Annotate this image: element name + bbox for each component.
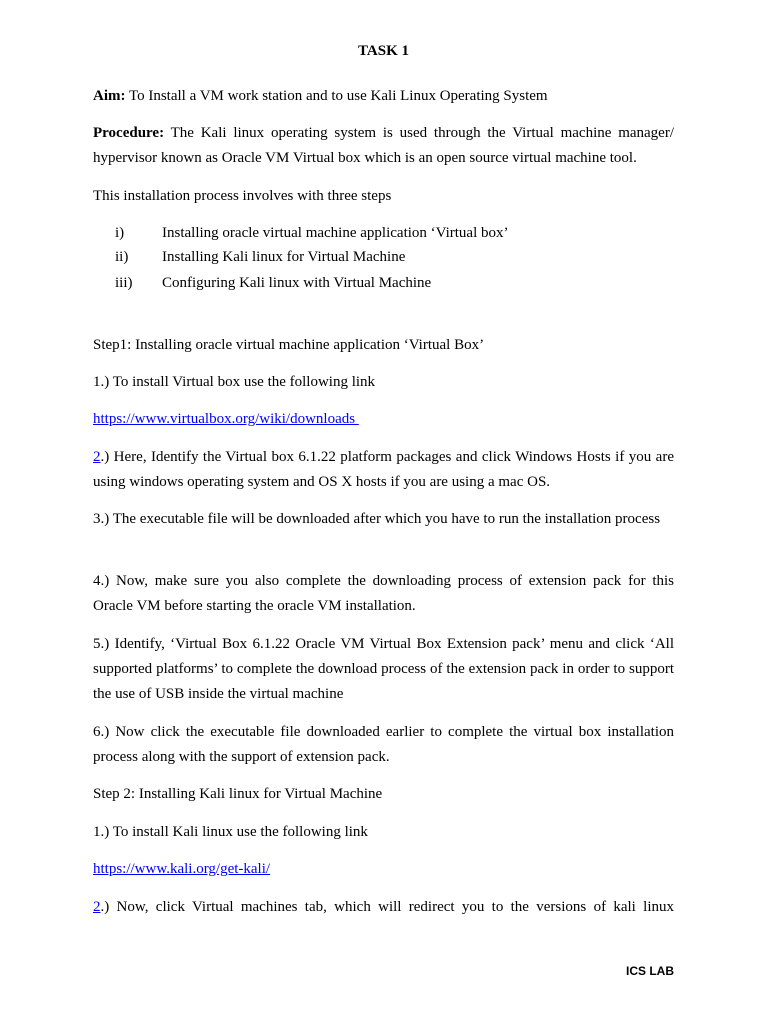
aim-text: To Install a VM work station and to use Kali Linux Operating System bbox=[125, 88, 548, 104]
step1-item-2 bbox=[93, 445, 674, 495]
intro-paragraph: This installation process involves with three steps bbox=[93, 188, 392, 204]
step2-item-2-text: .) Now, click Virtual machines tab, which will redirect you to the versions of kali linux bbox=[100, 899, 674, 915]
list-item-number: i) bbox=[115, 225, 125, 241]
procedure-text: The Kali linux operating system is used through the Virtual machine manager/ hypervisor known as Oracle VM Virtual box which is an open source virtual machine tool. bbox=[93, 125, 674, 166]
step1-item-2-text: .) Here, Identify the Virtual box 6.1.22 platform packages and click Windows Hosts if you are using windows operating system and OS X hosts if you are using a mac OS. bbox=[93, 449, 674, 490]
step2-item-2 bbox=[93, 895, 674, 920]
kali-link-paragraph bbox=[93, 857, 674, 882]
step1-item-1: 1.) To install Virtual box use the following link bbox=[93, 374, 376, 390]
procedure-label: Procedure: bbox=[93, 125, 165, 141]
page-title: TASK 1 bbox=[358, 43, 409, 59]
aim-label: Aim: bbox=[93, 88, 126, 104]
step2-heading: Step 2: Installing Kali linux for Virtual Machine bbox=[93, 786, 383, 802]
list-item-number: iii) bbox=[115, 275, 133, 291]
list-item-number: ii) bbox=[115, 249, 129, 265]
list-item-text: Installing oracle virtual machine application ‘Virtual box’ bbox=[162, 225, 509, 241]
step1-item-4: 4.) Now, make sure you also complete the downloading process of extension pack for this Oracle VM before starting the oracle VM installation. bbox=[93, 573, 674, 614]
procedure-paragraph bbox=[93, 121, 674, 171]
kali-download-link[interactable]: https://www.kali.org/get-kali/ bbox=[93, 861, 271, 877]
list-item-text: Installing Kali linux for Virtual Machine bbox=[162, 249, 406, 265]
step1-item-2-number-link[interactable]: 2 bbox=[93, 449, 101, 465]
list-item-text: Configuring Kali linux with Virtual Machine bbox=[162, 275, 432, 291]
step1-heading: Step1: Installing oracle virtual machine application ‘Virtual Box’ bbox=[93, 337, 485, 353]
step1-item-3: 3.) The executable file will be downloaded after which you have to run the installation process bbox=[93, 511, 661, 527]
virtualbox-download-link[interactable]: https://www.virtualbox.org/wiki/downloads bbox=[93, 411, 359, 427]
step2-item-1: 1.) To install Kali linux use the following link bbox=[93, 824, 368, 840]
step1-item-5: 5.) Identify, ‘Virtual Box 6.1.22 Oracle VM Virtual Box Extension pack’ menu and click ‘All supported platforms’ to complete the download process of the extension pack in order to support the use of USB inside the virtual machine bbox=[93, 636, 674, 702]
aim-paragraph bbox=[93, 84, 674, 109]
virtualbox-link-paragraph bbox=[93, 407, 674, 432]
step1-item-6: 6.) Now click the executable file downloaded earlier to complete the virtual box installation process along with the support of extension pack. bbox=[93, 724, 674, 765]
footer-label: ICS LAB bbox=[626, 964, 674, 978]
step2-item-2-number-link[interactable]: 2 bbox=[93, 899, 101, 915]
